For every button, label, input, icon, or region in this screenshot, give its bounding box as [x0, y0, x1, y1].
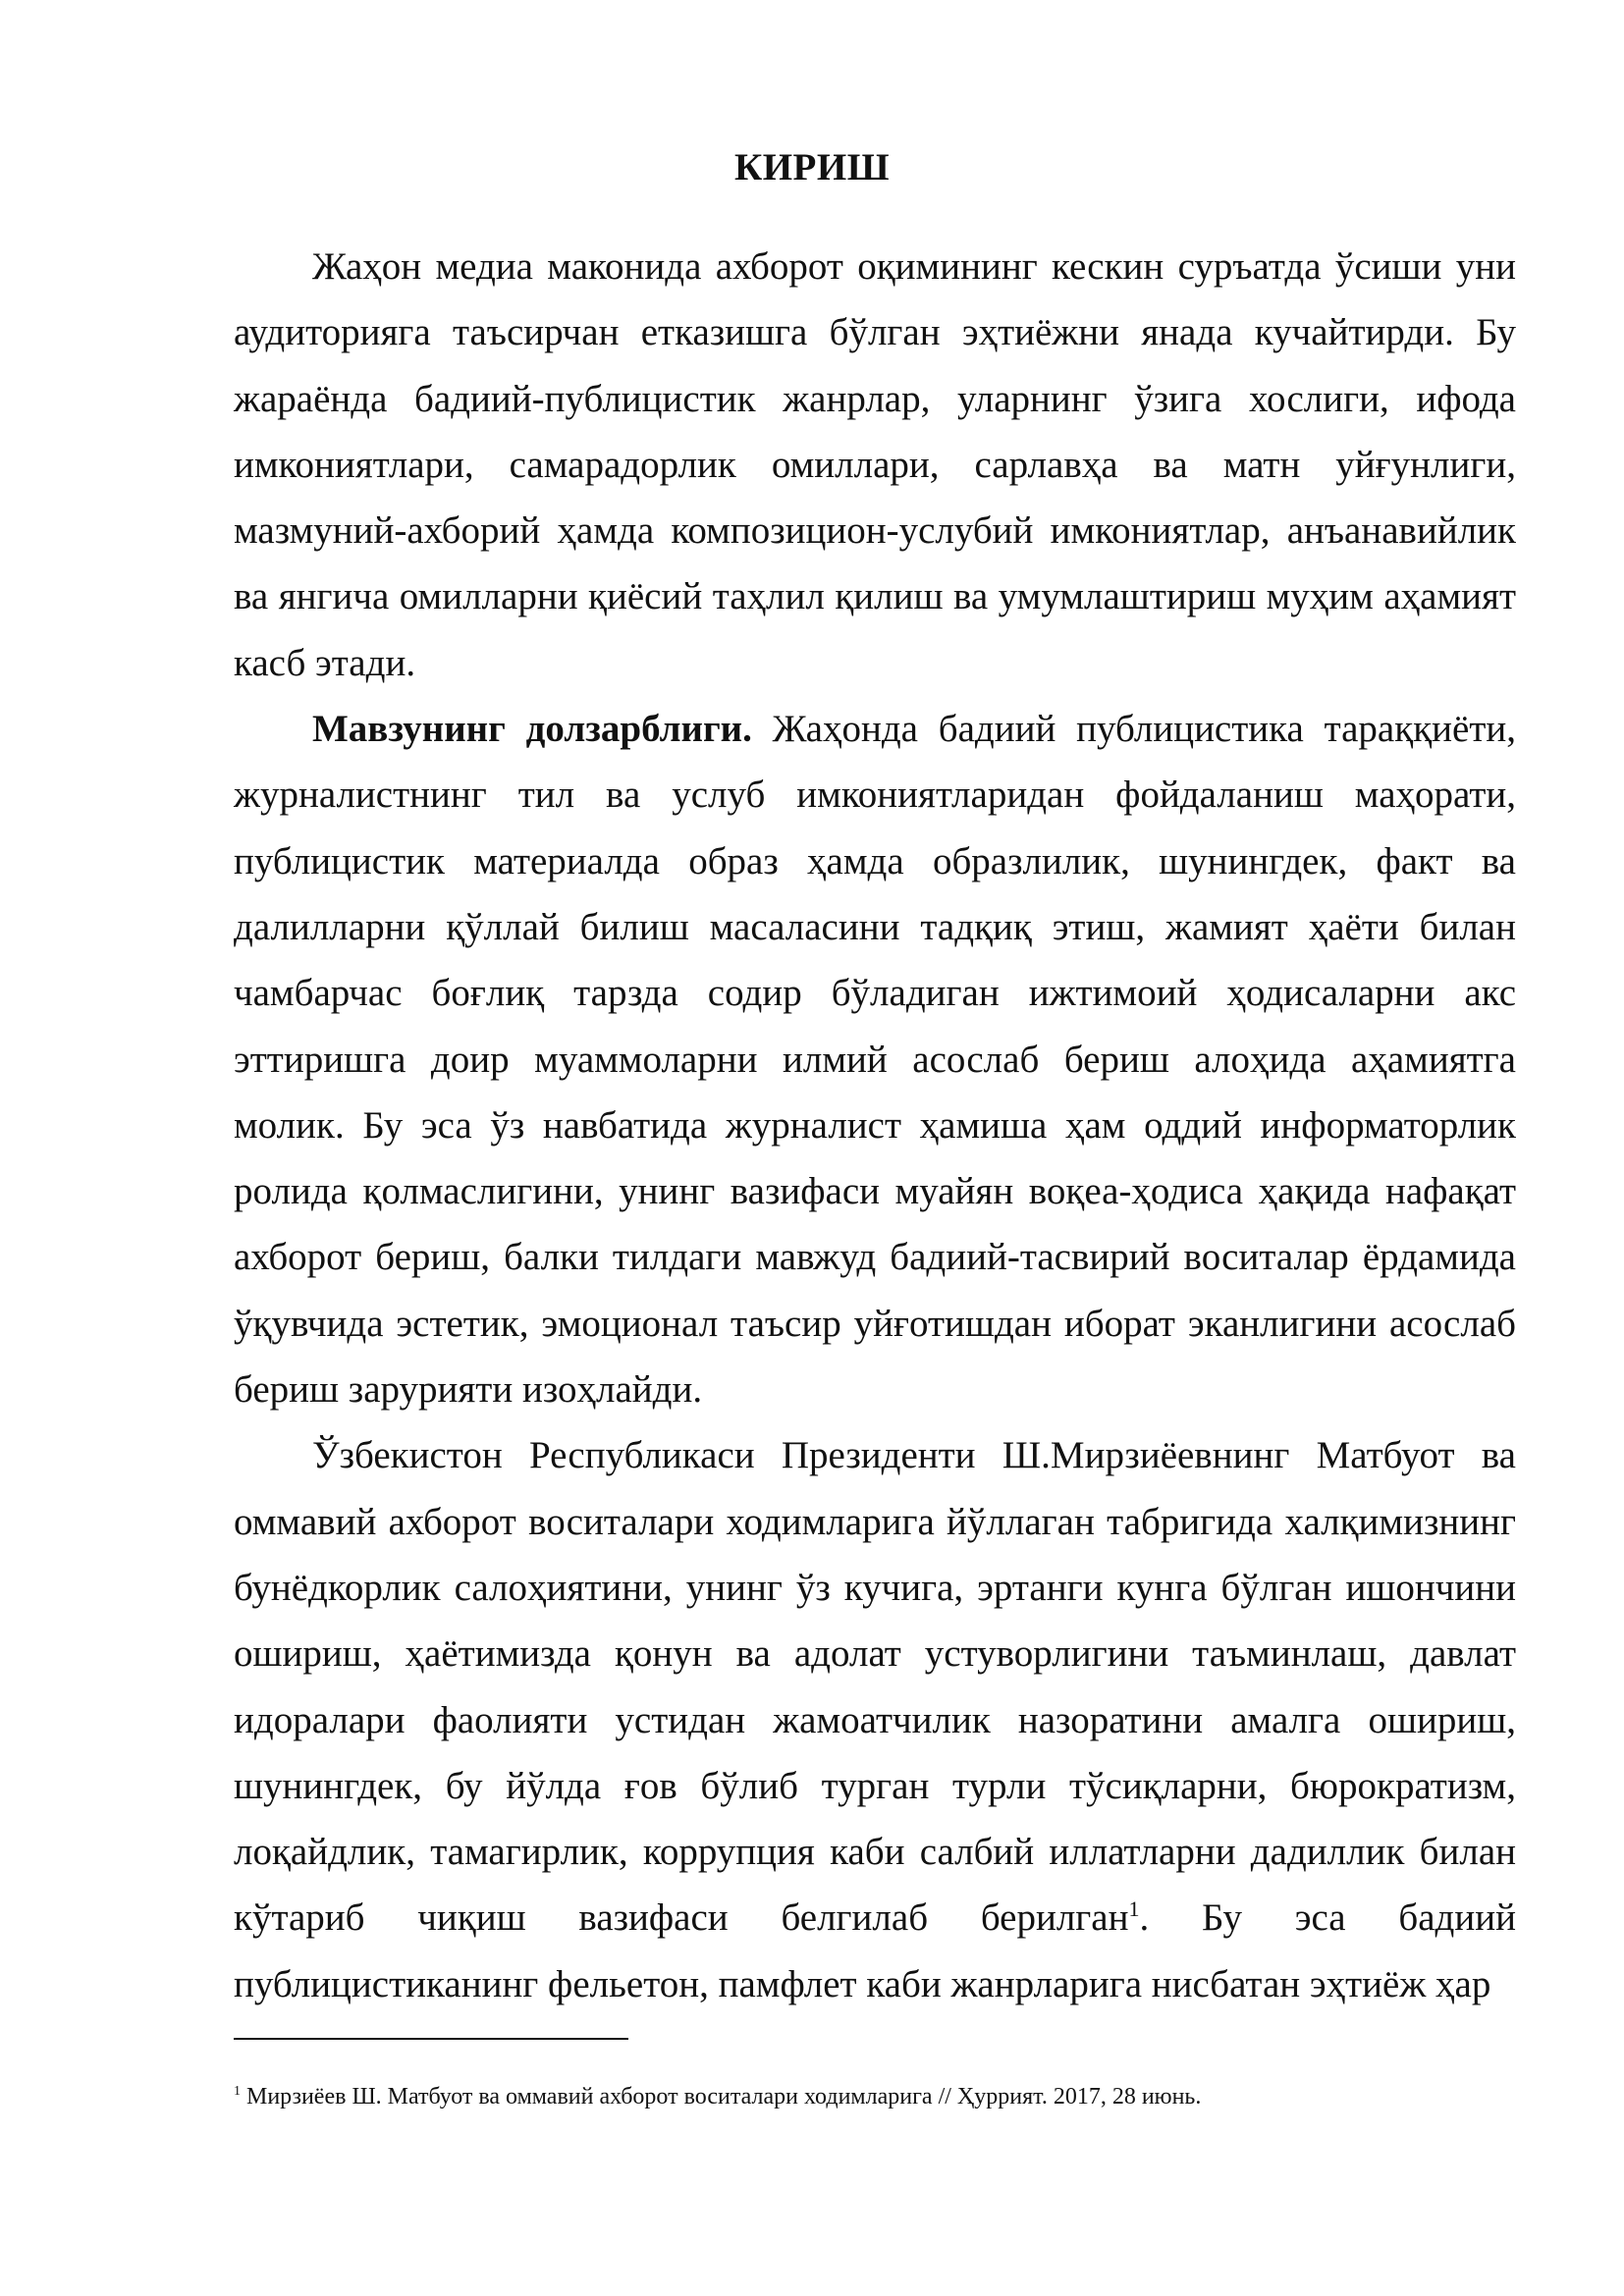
- paragraph-intro-text: Жаҳон медиа маконида ахборот оқимининг кескин суръатда ўсиши уни аудиторияга таъсирчан етказишга бўлган эҳтиёжни янада кучайтирди. Бу жараёнда бадиий-публицистик жанрлар, уларнинг ўзига хослиги, ифода имкониятлари, самарадорлик омиллари, сарлавҳа ва матн уйғунлиги, мазмуний-ахборий ҳамда композицион-услубий имкониятлар, анъанавийлик ва янгича омилларни қиёсий таҳлил қилиш ва умумлаштириш муҳим аҳамият касб этади.: [234, 245, 1516, 684]
- footnote-marker: 1: [234, 2084, 241, 2099]
- footnote-reference[interactable]: 1: [1128, 1896, 1140, 1922]
- paragraph-relevance-lead: Мавзунинг долзарблиги.: [312, 708, 752, 751]
- paragraph-president-text-after: . Бу эса бадиий публицистиканинг фельетон, памфлет каби жанрларига нисбатан эҳтиёж ҳар: [234, 1896, 1517, 2005]
- paragraph-relevance-text: Жаҳонда бадиий публицистика тараққиёти, журналистнинг тил ва услуб имкониятларидан фойдаланиш маҳорати, публицистик материалда образ ҳамда образлилик, шунингдек, факт ва далилларни қўллай билиш масаласини тадқиқ этиш, жамият ҳаёти билан чамбарчас боғлиқ тарзда содир бўладиган ижтимоий ҳодисаларни акс эттиришга доир муаммоларни илмий асослаб бериш алоҳида аҳамиятга молик. Бу эса ўз навбатида журналист ҳамиша ҳам оддий информаторлик ролида қолмаслигини, унинг вазифаси муайян воқеа-ҳодиса ҳақида нафақат ахборот бериш, балки тилдаги мавжуд бадиий-тасвирий воситалар ёрдамида ўқувчида эстетик, эмоционал таъсир уйғотишдан иборат эканлигини асослаб бериш зарурияти изоҳлайди.: [234, 708, 1516, 1412]
- footnote-text: Мирзиёев Ш. Матбуот ва оммавий ахборот воситалари ходимларига // Ҳуррият. 2017, 28 июнь.: [241, 2084, 1202, 2109]
- paragraph-president: [234, 1422, 1516, 2017]
- footnote: [234, 2081, 1516, 2112]
- paragraph-president-text: Ўзбекистон Республикаси Президенти Ш.Мирзиёевнинг Матбуот ва оммавий ахборот воситалари ходимларига йўллаган табригида халқимизнинг бунёдкорлик салоҳиятини, унинг ўз кучига, эртанги кунга бўлган ишончини ошириш, ҳаётимизда қонун ва адолат устуворлигини таъминлаш, давлат идоралари фаолияти устидан жамоатчилик назоратини амалга ошириш, шунингдек, бу йўлда ғов бўлиб турган турли тўсиқларни, бюрократизм, лоқайдлик, тамагирлик, коррупция каби салбий иллатларни дадиллик билан кўтариб чиқиш вазифаси белгилаб берилган: [234, 1434, 1516, 1940]
- page-title: КИРИШ: [733, 146, 891, 188]
- body-text: [234, 234, 1516, 2017]
- footnote-separator: [234, 2038, 628, 2040]
- paragraph-relevance: [234, 696, 1516, 1422]
- paragraph-intro: [234, 234, 1516, 696]
